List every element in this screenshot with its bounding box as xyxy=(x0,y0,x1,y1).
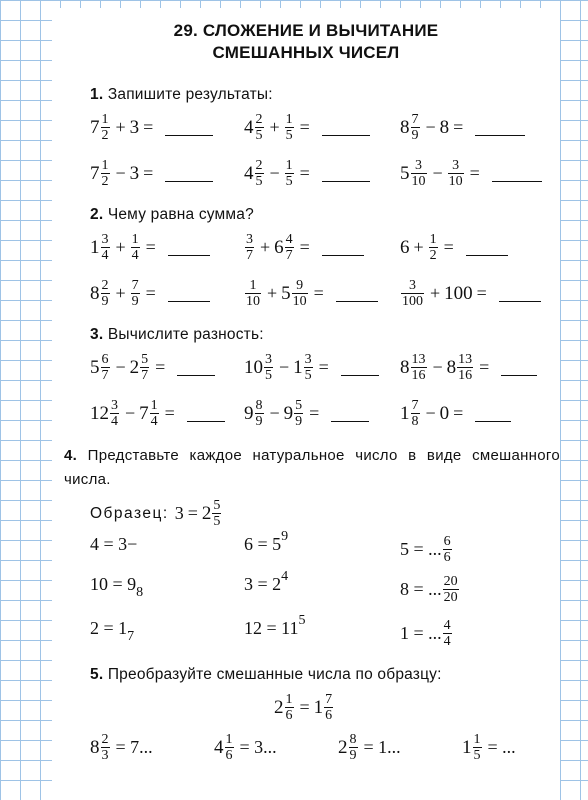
equals-sign: = xyxy=(453,403,464,423)
answer-blank xyxy=(499,285,541,302)
whole-part: 5 xyxy=(400,163,410,184)
expression-start: 2 = 1 xyxy=(90,618,128,638)
expression xyxy=(90,112,213,143)
denominator: 4 xyxy=(443,634,451,649)
denominator: 5 xyxy=(285,174,293,189)
number: 100 xyxy=(444,283,473,304)
numerator: 3 xyxy=(415,158,422,173)
operator: − xyxy=(115,163,126,183)
fraction xyxy=(150,398,159,429)
numerator: 6 xyxy=(101,352,109,367)
denominator: 8 xyxy=(411,414,419,429)
whole-part: 1 xyxy=(293,357,303,378)
numerator: 1 xyxy=(225,732,233,747)
numerator: 4 xyxy=(285,232,293,247)
expression xyxy=(244,158,370,189)
section-text: Запишите результаты: xyxy=(103,86,273,103)
answer-blank xyxy=(322,239,364,256)
section-number: 3. xyxy=(90,326,104,343)
answer-blank xyxy=(336,285,378,302)
conversion-item xyxy=(214,732,277,763)
answer-blank xyxy=(501,359,537,376)
whole-part: 2 xyxy=(129,357,140,378)
section-text: Представьте каждое натуральное число в виде смешанного числа. xyxy=(64,447,560,488)
denominator: 9 xyxy=(131,294,139,309)
fraction xyxy=(304,352,313,383)
fraction xyxy=(443,534,452,565)
numerator: 8 xyxy=(255,398,263,413)
fraction xyxy=(245,232,254,263)
number: 0 xyxy=(439,403,450,424)
operator: − xyxy=(125,403,136,423)
expression xyxy=(90,398,225,429)
whole-part: 1 xyxy=(90,237,100,258)
trailing-mark: − xyxy=(127,534,138,554)
whole-part: 8 xyxy=(400,357,410,378)
raised-digit: 9 xyxy=(281,528,289,544)
fraction xyxy=(101,232,110,263)
whole-part: 1 xyxy=(462,737,472,758)
fraction xyxy=(429,232,438,263)
result-start: = 3... xyxy=(239,737,277,757)
expression xyxy=(90,232,210,263)
numerator: 3 xyxy=(111,398,118,413)
expression-start: 3 = 2 xyxy=(244,574,282,594)
denominator: 2 xyxy=(101,128,109,143)
numerator: 6 xyxy=(443,534,451,549)
sample-number: 3 xyxy=(174,503,184,523)
conversion-item xyxy=(90,574,144,600)
denominator: 7 xyxy=(246,248,253,263)
whole-part: 7 xyxy=(139,403,149,424)
expression xyxy=(244,278,378,309)
operator: − xyxy=(269,403,280,423)
equals-sign: = xyxy=(145,237,156,257)
whole-part: 5 xyxy=(90,357,100,378)
fraction xyxy=(401,278,424,309)
section-1-heading xyxy=(90,86,273,104)
expression xyxy=(400,352,537,383)
denominator: 2 xyxy=(101,174,109,189)
conversion-item xyxy=(400,534,454,565)
whole-part: 8 xyxy=(446,357,457,378)
fraction xyxy=(255,398,264,429)
whole-part: 10 xyxy=(244,357,263,378)
fraction xyxy=(443,574,459,605)
equals-sign: = xyxy=(145,283,156,303)
numerator: 5 xyxy=(213,498,221,513)
numerator: 7 xyxy=(131,278,139,293)
expression-start: 10 = 9 xyxy=(90,574,137,594)
denominator: 5 xyxy=(255,174,263,189)
operator: + xyxy=(430,283,441,303)
title-line-2: СМЕШАННЫХ ЧИСЕЛ xyxy=(212,43,400,62)
whole-part: 2 xyxy=(201,503,212,524)
section-text: Чему равна сумма? xyxy=(103,206,254,223)
fraction xyxy=(285,692,294,723)
equals-sign: = xyxy=(479,357,490,377)
numerator: 1 xyxy=(285,692,293,707)
conversion-item xyxy=(400,618,454,649)
equals-sign: = xyxy=(309,403,320,423)
expression xyxy=(90,278,210,309)
operator: − xyxy=(279,357,290,377)
expression xyxy=(90,352,215,383)
sample-4 xyxy=(90,498,223,529)
conversion-item xyxy=(90,618,135,644)
numerator: 7 xyxy=(411,112,419,127)
whole-part: 12 xyxy=(90,403,109,424)
denominator: 6 xyxy=(443,550,451,565)
denominator: 5 xyxy=(304,368,312,383)
fraction xyxy=(285,112,294,143)
denominator: 9 xyxy=(349,748,357,763)
result-start: = 7... xyxy=(115,737,153,757)
answer-blank xyxy=(475,119,525,136)
expression xyxy=(400,158,542,189)
denominator: 10 xyxy=(448,174,463,189)
lowered-digit: 7 xyxy=(127,628,135,644)
numerator: 1 xyxy=(429,232,437,247)
operator: − xyxy=(425,117,436,137)
fraction xyxy=(473,732,482,763)
section-text: Вычислите разность: xyxy=(103,326,264,343)
answer-blank xyxy=(322,165,370,182)
fraction xyxy=(443,618,452,649)
title-line-1: 29. СЛОЖЕНИЕ И ВЫЧИТАНИЕ xyxy=(173,21,439,40)
conversion-item xyxy=(338,732,401,763)
whole-part: 1 xyxy=(400,403,410,424)
fraction xyxy=(349,732,358,763)
denominator: 5 xyxy=(213,514,221,529)
expression xyxy=(400,278,541,309)
numerator: 1 xyxy=(150,398,158,413)
denominator: 100 xyxy=(402,294,423,309)
answer-blank xyxy=(475,405,511,422)
conversion-item xyxy=(244,568,289,595)
expression xyxy=(244,112,370,143)
numerator: 9 xyxy=(296,278,304,293)
numerator: 5 xyxy=(295,398,303,413)
fraction xyxy=(140,352,149,383)
numerator: 1 xyxy=(131,232,139,247)
equals-sign: = xyxy=(443,237,454,257)
numerator: 2 xyxy=(255,158,263,173)
expression xyxy=(90,158,213,189)
operator: + xyxy=(115,283,126,303)
fraction xyxy=(411,112,420,143)
equals-sign: = xyxy=(299,163,310,183)
whole-part: 6 xyxy=(274,237,284,258)
result-start: = 1... xyxy=(363,737,401,757)
fraction xyxy=(255,112,264,143)
numerator: 20 xyxy=(443,574,458,589)
equals-sign: = xyxy=(453,117,464,137)
denominator: 5 xyxy=(265,368,272,383)
answer-blank xyxy=(165,165,213,182)
fraction xyxy=(101,352,110,383)
whole-part: 4 xyxy=(214,737,224,758)
expression-start: 8 = ... xyxy=(400,579,442,599)
denominator: 3 xyxy=(101,748,109,763)
answer-blank xyxy=(466,239,508,256)
numerator: 4 xyxy=(443,618,451,633)
denominator: 2 xyxy=(429,248,437,263)
fraction xyxy=(411,158,427,189)
denominator: 10 xyxy=(246,294,260,309)
numerator: 3 xyxy=(246,232,253,247)
lowered-digit: 8 xyxy=(136,584,144,600)
fraction xyxy=(324,692,333,723)
expression xyxy=(244,352,379,383)
numerator: 7 xyxy=(325,692,333,707)
denominator: 7 xyxy=(101,368,109,383)
denominator: 5 xyxy=(255,128,263,143)
denominator: 10 xyxy=(292,294,307,309)
denominator: 6 xyxy=(225,748,233,763)
expression-start: 5 = ... xyxy=(400,539,442,559)
sample-5 xyxy=(274,692,335,723)
denominator: 7 xyxy=(285,248,293,263)
denominator: 4 xyxy=(101,248,109,263)
denominator: 7 xyxy=(141,368,149,383)
expression xyxy=(400,398,511,429)
denominator: 5 xyxy=(473,748,481,763)
operator: + xyxy=(115,237,126,257)
section-4-heading xyxy=(64,444,560,492)
numerator: 1 xyxy=(101,112,109,127)
numerator: 3 xyxy=(101,232,109,247)
section-text: Преобразуйте смешанные числа по образцу: xyxy=(103,666,442,683)
fraction xyxy=(101,278,110,309)
fraction xyxy=(131,278,140,309)
numerator: 2 xyxy=(255,112,263,127)
answer-blank xyxy=(331,405,369,422)
fraction xyxy=(264,352,273,383)
whole-part: 8 xyxy=(90,283,100,304)
conversion-item xyxy=(244,612,306,639)
operator: + xyxy=(115,117,126,137)
equals-sign: = xyxy=(187,503,198,523)
denominator: 9 xyxy=(411,128,419,143)
conversion-item xyxy=(400,574,461,605)
equals-sign: = xyxy=(313,283,324,303)
operator: − xyxy=(432,357,443,377)
conversion-item xyxy=(462,732,516,763)
numerator: 3 xyxy=(265,352,272,367)
section-3-heading xyxy=(90,326,264,344)
fraction xyxy=(411,352,427,383)
denominator: 9 xyxy=(255,414,263,429)
result-start: = ... xyxy=(487,737,516,757)
equals-sign: = xyxy=(164,403,175,423)
numerator: 7 xyxy=(411,398,419,413)
conversion-item xyxy=(244,528,289,555)
operator: + xyxy=(269,117,280,137)
denominator: 9 xyxy=(295,414,303,429)
equals-sign: = xyxy=(476,283,487,303)
conversion-item xyxy=(90,732,153,763)
fraction xyxy=(448,158,464,189)
operator: + xyxy=(260,237,271,257)
numerator: 2 xyxy=(101,278,109,293)
equals-sign: = xyxy=(299,697,310,717)
equals-sign: = xyxy=(143,163,154,183)
numerator: 5 xyxy=(141,352,149,367)
fraction xyxy=(457,352,473,383)
whole-part: 5 xyxy=(281,283,291,304)
numerator: 8 xyxy=(349,732,357,747)
fraction xyxy=(245,278,261,309)
fraction xyxy=(285,158,294,189)
equals-sign: = xyxy=(299,237,310,257)
whole-part: 7 xyxy=(90,163,100,184)
denominator: 6 xyxy=(285,708,293,723)
answer-blank xyxy=(187,405,225,422)
operator: − xyxy=(425,403,436,423)
denominator: 5 xyxy=(285,128,293,143)
denominator: 16 xyxy=(458,368,473,383)
denominator: 10 xyxy=(411,174,426,189)
section-number: 1. xyxy=(90,86,104,103)
fraction xyxy=(101,158,110,189)
answer-blank xyxy=(492,165,542,182)
operator: − xyxy=(115,357,126,377)
sample-label: Образец: xyxy=(90,504,169,522)
expression-start: 4 = 3 xyxy=(90,534,128,554)
numerator: 1 xyxy=(285,158,293,173)
conversion-item xyxy=(90,534,137,555)
operator: + xyxy=(267,283,278,303)
section-number: 2. xyxy=(90,206,104,223)
denominator: 4 xyxy=(131,248,139,263)
answer-blank xyxy=(341,359,379,376)
expression xyxy=(400,112,525,143)
answer-blank xyxy=(168,285,210,302)
section-number: 4. xyxy=(64,447,78,464)
whole-part: 2 xyxy=(274,697,284,718)
equals-sign: = xyxy=(143,117,154,137)
whole-part: 4 xyxy=(244,163,254,184)
denominator: 4 xyxy=(150,414,158,429)
number: 3 xyxy=(129,117,140,138)
numerator: 3 xyxy=(452,158,460,173)
numerator: 1 xyxy=(249,278,257,293)
operator: + xyxy=(413,237,424,257)
whole-part: 8 xyxy=(400,117,410,138)
operator: − xyxy=(432,163,443,183)
answer-blank xyxy=(177,359,215,376)
answer-blank xyxy=(322,119,370,136)
expression xyxy=(244,232,364,263)
expression-start: 12 = 11 xyxy=(244,618,299,638)
denominator: 16 xyxy=(411,368,426,383)
whole-part: 1 xyxy=(313,697,324,718)
numerator: 1 xyxy=(285,112,293,127)
denominator: 4 xyxy=(111,414,118,429)
page-title xyxy=(52,20,560,64)
equals-sign: = xyxy=(155,357,166,377)
section-2-heading xyxy=(90,206,254,224)
operator: − xyxy=(269,163,280,183)
whole-part: 9 xyxy=(244,403,254,424)
whole-part: 6 xyxy=(400,237,410,258)
fraction xyxy=(110,398,119,429)
equals-sign: = xyxy=(299,117,310,137)
number: 8 xyxy=(439,117,450,138)
whole-part: 2 xyxy=(338,737,348,758)
fraction xyxy=(285,232,294,263)
numerator: 1 xyxy=(101,158,109,173)
fraction xyxy=(101,732,110,763)
fraction xyxy=(294,398,303,429)
expression xyxy=(400,232,508,263)
section-5-heading xyxy=(90,666,442,684)
numerator: 2 xyxy=(101,732,109,747)
answer-blank xyxy=(165,119,213,136)
numerator: 1 xyxy=(473,732,481,747)
fraction xyxy=(212,498,221,529)
number: 3 xyxy=(129,163,140,184)
fraction xyxy=(225,732,234,763)
expression-start: 1 = ... xyxy=(400,623,442,643)
numerator: 13 xyxy=(411,352,426,367)
worksheet xyxy=(52,8,560,800)
equals-sign: = xyxy=(469,163,480,183)
whole-part: 4 xyxy=(244,117,254,138)
denominator: 6 xyxy=(325,708,333,723)
expression-start: 6 = 5 xyxy=(244,534,282,554)
answer-blank xyxy=(168,239,210,256)
denominator: 9 xyxy=(101,294,109,309)
fraction xyxy=(131,232,140,263)
raised-digit: 4 xyxy=(281,568,289,584)
fraction xyxy=(411,398,420,429)
whole-part: 9 xyxy=(283,403,294,424)
numerator: 13 xyxy=(458,352,473,367)
raised-digit: 5 xyxy=(298,612,306,628)
fraction xyxy=(255,158,264,189)
expression xyxy=(244,398,369,429)
equals-sign: = xyxy=(318,357,329,377)
numerator: 3 xyxy=(304,352,312,367)
section-number: 5. xyxy=(90,666,104,683)
denominator: 20 xyxy=(443,590,458,605)
fraction xyxy=(292,278,308,309)
numerator: 3 xyxy=(409,278,416,293)
whole-part: 7 xyxy=(90,117,100,138)
whole-part: 8 xyxy=(90,737,100,758)
fraction xyxy=(101,112,110,143)
